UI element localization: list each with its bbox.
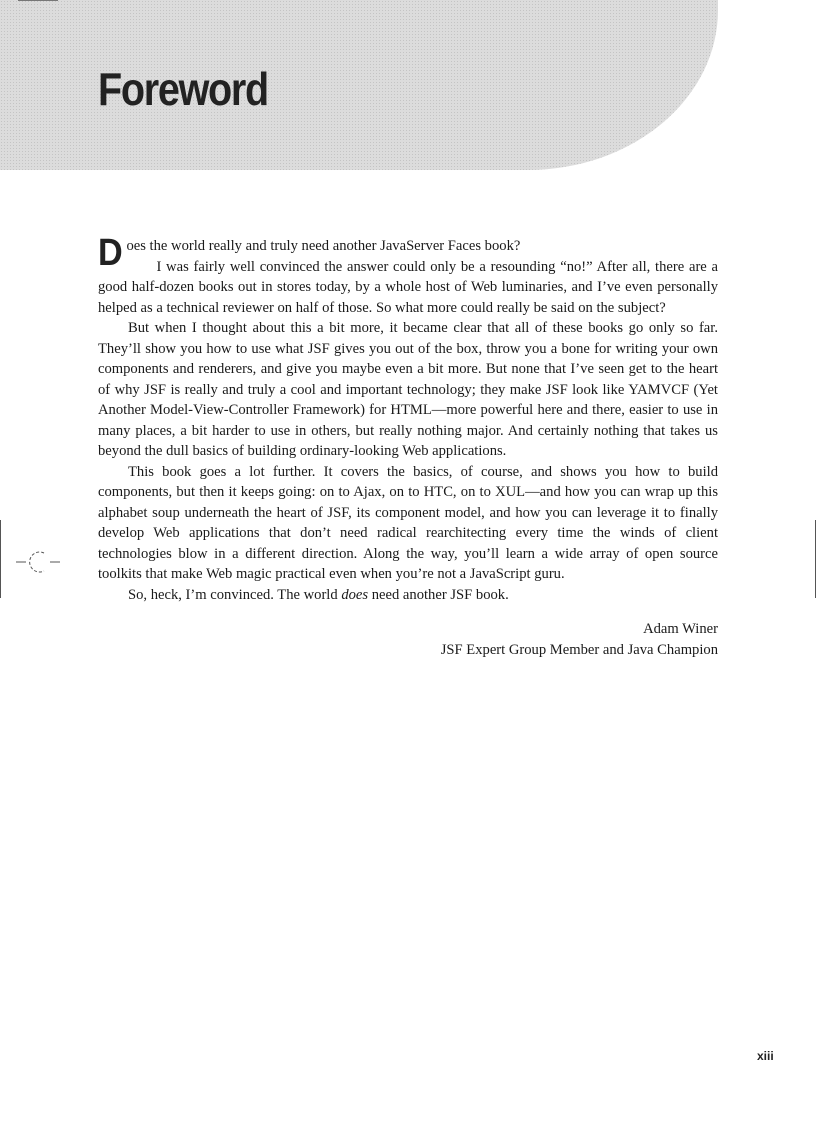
paragraph-2: I was fairly well convinced the answer could only be a resounding “no!” After all, there are a good half-dozen books out in stores today, by a whole host of Web luminaries, and I’ve even personally helped as a technical reviewer on half of those. So what more could really be said on the subject? <box>98 258 718 316</box>
paragraph-5-text-b: need another JSF book. <box>368 586 509 603</box>
paragraph-3: But when I thought about this a bit more, it became clear that all of these books go only so far. They’ll show you how to use what JSF gives you out of the box, throw you a bone for writing your own components and renderers, and give you maybe even a bit more. But none that I’ve seen get to the heart of why JSF is really and truly a cool and important technology; they make JSF look like YAMVCF (Yet Another Model-View-Controller Framework) for HTML—more powerful here and there, easier to use in many places, a bit harder to use in others, but really nothing major. And certainly nothing that takes us beyond the dull basics of building ordinary-looking Web applications. <box>98 320 718 459</box>
crop-mark-left <box>0 520 1 598</box>
emphasis-does: does <box>341 586 369 603</box>
paragraph-1 <box>98 232 718 274</box>
drop-cap: D <box>98 232 123 274</box>
author-name: Adam Winer <box>643 621 718 637</box>
top-rule <box>18 0 58 1</box>
paragraph-1-text: oes the world really and truly need another JavaServer Faces book? <box>126 238 521 254</box>
registration-mark-icon <box>14 547 64 577</box>
page-number: xiii <box>757 1049 774 1063</box>
chapter-title: Foreword <box>98 63 268 115</box>
paragraph-4: This book goes a lot further. It covers the basics, of course, and shows you how to build components, but then it keeps going: on to Ajax, on to HTC, on to XUL—and how you can wrap up this alphabet soup underneath the heart of JSF, its component model, and how you can leverage it to finally develop Web applications that don’t need radical rearchitecting every time the winds of client technologies blow in a different direction. Along the way, you’ll learn a wide array of open source toolkits that make Web magic practical even when you’re not a JavaScript guru. <box>98 463 718 582</box>
foreword-body <box>98 232 718 660</box>
paragraph-5-text-a: So, heck, I’m convinced. The world <box>128 586 342 603</box>
paragraph-5 <box>98 585 718 606</box>
author-title: JSF Expert Group Member and Java Champion <box>440 641 718 658</box>
signature <box>98 619 718 660</box>
